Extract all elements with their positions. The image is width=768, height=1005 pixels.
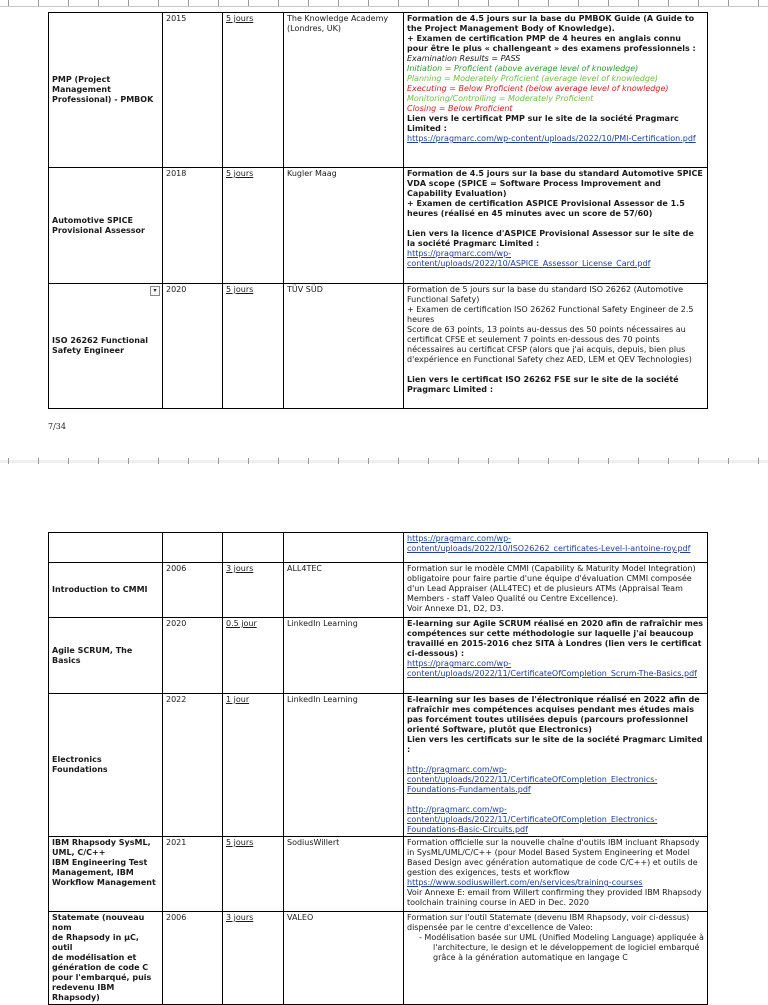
- training-name-cell: [49, 618, 163, 694]
- ruler-tick: [608, 458, 609, 464]
- duration-cell: [223, 168, 284, 284]
- training-name-line: Automotive SPICE: [52, 215, 133, 225]
- certificate-link[interactable]: http://pragmarc.com/wp-content/uploads/2022/11/CertificateOfCompletion_Electronics-Foundations-Basic-Circuits.pdf: [407, 805, 658, 834]
- organization-text: ALL4TEC: [287, 564, 323, 573]
- description-line: Formation sur le modèle CMMI (Capability & Maturity Model Integration) obligatoire pour faire partie d'une équipe d'évaluation CMMI composée d'un Lead Appraiser (ALL4TEC) et de plusieurs ATMs (Appraisal Team Members - staff Valeo Qualité ou Centre Excellence).: [407, 564, 696, 603]
- description-cell: [404, 168, 708, 284]
- description-cell: [404, 837, 708, 912]
- description-cell: [404, 694, 708, 837]
- ruler-tick: [68, 458, 69, 464]
- training-table-page2: [48, 532, 708, 1005]
- description-line: Formation de 4.5 jours sur la base du standard Automotive SPICE VDA scope (SPICE = Software Process Improvement and Capability Evaluation): [407, 169, 703, 198]
- training-name-line: IBM Engineering Test: [52, 858, 148, 867]
- year-cell: [163, 533, 223, 563]
- description-line: - Modélisation basée sur UML (Unified Modeling Language) appliquée à l'architecture, le design et le développement de logiciel embarqué grâce à la génération automatique en langage C: [419, 933, 704, 962]
- year-cell: [163, 168, 223, 284]
- training-name-cell: [49, 284, 163, 409]
- duration-text: 3 jours: [226, 913, 254, 922]
- organization-text: SodiusWillert: [287, 838, 340, 847]
- year-text: 2006: [166, 913, 187, 922]
- training-name-line: Professional) - PMBOK: [52, 95, 154, 104]
- training-name-cell: [49, 563, 163, 618]
- year-text: 2015: [166, 14, 187, 23]
- duration-text: 5 jours: [226, 838, 254, 847]
- year-cell: [163, 563, 223, 618]
- table-row: [49, 694, 708, 837]
- training-name-cell: [49, 168, 163, 284]
- training-name-line: PMP (Project: [52, 75, 111, 84]
- year-text: 2022: [166, 695, 187, 704]
- organization-text: Kugler Maag: [287, 169, 337, 178]
- training-name-line: Electronics Foundations: [52, 755, 108, 774]
- organization-text: TÜV SÜD: [287, 285, 323, 294]
- organization-cell: [284, 168, 404, 284]
- training-name-line: Management: [52, 85, 111, 94]
- training-name-line: Workflow Management: [52, 878, 156, 887]
- ruler-tick: [128, 458, 129, 464]
- year-cell: [163, 618, 223, 694]
- organization-cell: [284, 563, 404, 618]
- description-line: Lien vers le certificat PMP sur le site de la société Pragmarc Limited :: [407, 114, 679, 133]
- ruler-tick: [428, 458, 429, 464]
- description-line: E-learning sur Agile SCRUM réalisé en 2020 afin de rafraîchir mes compétences sur cette méthodologie sur laquelle j'ai beaucoup travaillé en 2015-2016 chez SITA à Londres (lien vers le certificat ci-dessous) :: [407, 619, 704, 658]
- training-name-line: génération de code C: [52, 963, 149, 972]
- ruler-tick: [518, 458, 519, 464]
- spacer: [407, 365, 704, 375]
- organization-text: The Knowledge Academy (Londres, UK): [287, 14, 389, 33]
- organization-cell: [284, 694, 404, 837]
- training-name-cell: [49, 694, 163, 837]
- duration-cell: [223, 618, 284, 694]
- description-cell: [404, 912, 708, 1005]
- description-line: Examination Results = PASS: [407, 54, 521, 63]
- description-line: Executing = Below Proficient (below average level of knowledge): [407, 84, 669, 93]
- ruler-tick: [8, 458, 9, 464]
- year-text: 2020: [166, 619, 187, 628]
- description-line: Closing = Below Proficient: [407, 104, 513, 113]
- training-name-cell: [49, 13, 163, 168]
- duration-text: 5 jours: [226, 14, 254, 23]
- year-text: 2006: [166, 564, 187, 573]
- duration-text: 3 jours: [226, 564, 254, 573]
- training-name-cell: [49, 912, 163, 1005]
- training-name-line: IBM Rhapsody SysML,: [52, 838, 151, 847]
- training-name-line: redevenu IBM Rhapsody): [52, 983, 115, 1002]
- description-cell: [404, 563, 708, 618]
- table-row: [49, 284, 708, 409]
- table-row-dropdown-handle[interactable]: ▾: [150, 286, 160, 296]
- description-line: Monitoring/Controlling = Moderately Proficient: [407, 94, 594, 103]
- organization-cell: [284, 912, 404, 1005]
- ruler-tick: [638, 458, 639, 464]
- ruler-tick: [158, 458, 159, 464]
- ruler-tick: [668, 458, 669, 464]
- year-cell: [163, 912, 223, 1005]
- ruler-line: [0, 6, 768, 7]
- duration-cell: [223, 13, 284, 168]
- table-row: [49, 912, 708, 1005]
- description-line: Formation de 5 jours sur la base du standard ISO 26262 (Automotive Functional Safety): [407, 285, 684, 304]
- table-row: [49, 618, 708, 694]
- description-line: Lien vers le certificat ISO 26262 FSE sur le site de la société Pragmarc Limited :: [407, 375, 679, 394]
- training-name-cell: [49, 837, 163, 912]
- organization-cell: [284, 284, 404, 409]
- training-name-line: ISO 26262 Functional: [52, 336, 149, 345]
- ruler-tick: [338, 458, 339, 464]
- year-text: 2018: [166, 169, 187, 178]
- duration-text: 1 jour: [226, 695, 250, 704]
- ruler-tick: [98, 458, 99, 464]
- description-line: E-learning sur les bases de l'électronique réalisé en 2022 afin de rafraîchir mes compétences acquises pendant mes études mais pas forcément toutes utilisées depuis (parcours professionnel orienté Software, plutôt que Electronics): [407, 695, 700, 734]
- description-line: Planning = Moderately Proficient (average level of knowledge): [407, 74, 658, 83]
- description-cell: [404, 284, 708, 409]
- organization-cell: [284, 837, 404, 912]
- training-name-line: Statemate (nouveau nom: [52, 913, 145, 932]
- organization-text: LinkedIn Learning: [287, 695, 358, 704]
- ruler-tick: [398, 458, 399, 464]
- training-name-line: Introduction to CMMI: [52, 585, 148, 594]
- duration-text: 5 jours: [226, 285, 254, 294]
- description-line: + Examen de certification PMP de 4 heures en anglais connu pour être le plus « challengeant » des examens professionnels :: [407, 34, 696, 53]
- training-name-line: Provisional Assessor: [52, 225, 145, 235]
- ruler-tick: [488, 458, 489, 464]
- year-text: 2020: [166, 285, 187, 294]
- certificate-link[interactable]: https://pragmarc.com/wp-content/uploads/2022/10/ASPICE_Assessor_License_Card.pdf: [407, 249, 651, 268]
- spacer: [407, 795, 704, 805]
- description-cell: [404, 13, 708, 168]
- training-name-line: de modélisation et: [52, 953, 137, 962]
- ruler-tick: [218, 458, 219, 464]
- table-row: [49, 168, 708, 284]
- certificate-link[interactable]: https://pragmarc.com/wp-content/uploads/2022/10/ISO26262_certificates-Level-I-antoine-roy.pdf: [407, 534, 691, 553]
- spacer: [407, 219, 704, 229]
- table-row: [49, 563, 708, 618]
- training-name-line: Safety Engineer: [52, 346, 125, 355]
- organization-text: VALEO: [287, 913, 314, 922]
- training-name-line: Management, IBM: [52, 868, 134, 877]
- certificate-link[interactable]: https://pragmarc.com/wp-content/uploads/2022/11/CertificateOfCompletion_Scrum-The-Basics.pdf: [407, 659, 697, 678]
- table-row: [49, 837, 708, 912]
- description-line: Formation de 4.5 jours sur la base du PMBOK Guide (A Guide to the Project Management Body of Knowledge).: [407, 14, 695, 33]
- description-cell: [404, 618, 708, 694]
- description-line: Initiation = Proficient (above average level of knowledge): [407, 64, 639, 73]
- ruler-tick: [278, 458, 279, 464]
- ruler-tick: [248, 458, 249, 464]
- ruler-tick: [548, 458, 549, 464]
- description-line: + Examen de certification ISO 26262 Functional Safety Engineer de 2.5 heures: [407, 305, 694, 324]
- duration-cell: [223, 912, 284, 1005]
- training-name-line: Agile SCRUM, The Basics: [52, 645, 133, 665]
- organization-cell: [284, 13, 404, 168]
- page-number: 7/34: [48, 422, 66, 431]
- description-line: Formation sur l'outil Statemate (devenu IBM Rhapsody, voir ci-dessus) dispensée par le centre d'excellence de Valeo:: [407, 913, 690, 932]
- description-line: Lien vers la licence d'ASPICE Provisional Assessor sur le site de la société Pragmarc Limited :: [407, 229, 694, 248]
- organization-text: LinkedIn Learning: [287, 619, 358, 628]
- ruler-tick: [458, 458, 459, 464]
- description-line: Score de 63 points, 13 points au-dessus des 50 points nécessaires au certificat CFSE et seulement 7 points en-dessous des 70 points nécessaires au certificat CFSP (alors que j'ai acquis, depuis, bien plus d'expérience en Functional Safety chez AED, LEM et QEV Technologies): [407, 325, 692, 364]
- ruler-tick: [728, 458, 729, 464]
- spacer: [407, 755, 704, 765]
- duration-text: 5 jours: [226, 169, 254, 178]
- mid-ruler: [0, 458, 768, 464]
- duration-cell: [223, 837, 284, 912]
- table-row: [49, 533, 708, 563]
- duration-cell: [223, 284, 284, 409]
- ruler-tick: [38, 458, 39, 464]
- year-cell: [163, 284, 223, 409]
- description-line: Voir Annexe D1, D2, D3.: [407, 604, 504, 613]
- training-name-line: de Rhapsody in µC, outil: [52, 933, 139, 952]
- training-name-cell: [49, 533, 163, 563]
- certificate-link[interactable]: https://www.sodiuswillert.com/en/services/training-courses: [407, 878, 643, 887]
- organization-cell: [284, 618, 404, 694]
- year-text: 2021: [166, 838, 187, 847]
- training-name-line: pour l'embarqué, puis: [52, 973, 152, 982]
- duration-cell: [223, 563, 284, 618]
- duration-text: 0.5 jour: [226, 619, 257, 628]
- table-row: [49, 13, 708, 168]
- duration-cell: [223, 533, 284, 563]
- certificate-link[interactable]: https://pragmarc.com/wp-content/uploads/2022/10/PMI-Certification.pdf: [407, 134, 696, 143]
- training-table-page1: [48, 12, 708, 409]
- ruler-tick: [578, 458, 579, 464]
- ruler-tick: [308, 458, 309, 464]
- ruler-tick: [188, 458, 189, 464]
- year-cell: [163, 837, 223, 912]
- description-line: Formation officielle sur la nouvelle chaîne d'outils IBM incluant Rhapsody in SysML/UML/C/C++ (pour Model Based System Engineering et Model Based Design avec génération automatique de code C/C++) et outils de gestion des exigences, tests et workflow: [407, 838, 700, 877]
- duration-cell: [223, 694, 284, 837]
- year-cell: [163, 694, 223, 837]
- certificate-link[interactable]: http://pragmarc.com/wp-content/uploads/2022/11/CertificateOfCompletion_Electronics-Foundations-Fundamentals.pdf: [407, 765, 658, 794]
- ruler-tick: [368, 458, 369, 464]
- description-line: Voir Annexe E: email from Willert confirming they provided IBM Rhapsody toolchain training course in AED in Dec. 2020: [407, 888, 702, 907]
- training-name-line: UML, C/C++: [52, 848, 106, 857]
- description-line: Lien vers les certificats sur le site de la société Pragmarc Limited :: [407, 735, 703, 754]
- description-line: + Examen de certification ASPICE Provisional Assessor de 1.5 heures (réalisé en 45 minutes avec un score de 57/60): [407, 199, 685, 218]
- ruler-tick: [758, 458, 759, 464]
- year-cell: [163, 13, 223, 168]
- description-cell: [404, 533, 708, 563]
- organization-cell: [284, 533, 404, 563]
- ruler-tick: [698, 458, 699, 464]
